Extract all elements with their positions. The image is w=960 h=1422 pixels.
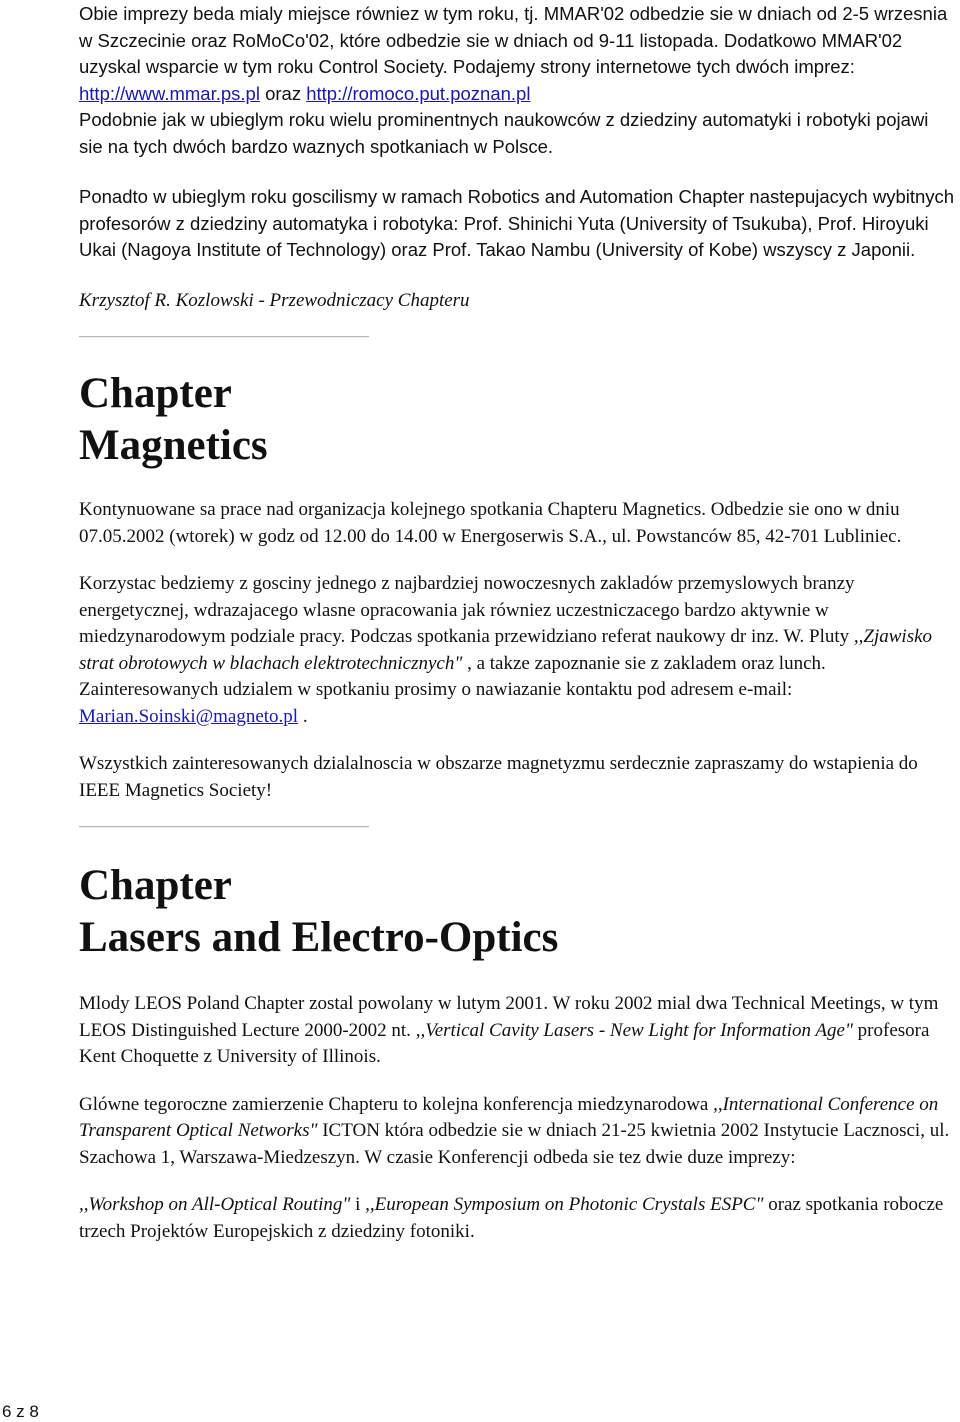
magnetics-p2-text: Korzystac bedziemy z gosciny jednego z najbardziej nowoczesnych zakladów przemyslowych branzy energetycznej, wdrazajacego wlasne opracowania jak równiez uczestniczacego bardzo aktywnie w miedzynarodowym podziale pracy. Podczas spotkania przewidziano referat naukowy dr inz. W. Pluty (79, 573, 855, 647)
magnetics-p2-end: . (298, 705, 308, 727)
romoco-link[interactable]: http://romoco.put.poznan.pl (306, 82, 531, 104)
magnetics-heading (79, 368, 957, 472)
symposium-title: ,,European Symposium on Photonic Crystals ESPC" (365, 1194, 764, 1215)
lasers-p1-text: Mlody LEOS Poland Chapter zostal powolany w lutym 2001. W roku 2002 mial dwa Technical Meetings, w tym LEOS Distinguished Lecture 2000-2002 nt. (79, 993, 939, 1041)
magnetics-paragraph-1: Kontynuowane sa prace nad organizacja kolejnego spotkania Chapteru Magnetics. Odbedzie sie ono w dniu 07.05.2002 (wtorek) w godz od 12.00 do 14.00 w Energoserwis S.A., ul. Powstanców 85, 42-701 Lubliniec. (79, 499, 902, 547)
mmar-link[interactable]: http://www.mmar.ps.pl (79, 82, 260, 104)
lasers-p3-text: oraz spotkania robocze trzech Projektów Europejskich z dziedziny fotoniki. (79, 1194, 944, 1242)
email-link[interactable]: Marian.Soinski@magneto.pl (79, 705, 299, 727)
conference-title: ,,International Conference on Transparent Optical Networks" (79, 1093, 939, 1141)
document-page (79, 0, 957, 1245)
intro-text: Obie imprezy beda mialy miejsce równiez w tym roku, tj. MMAR'02 odbedzie sie w dniach od 2-5 wrzesnia w Szczecinie oraz RoMoCo'02, które odbedzie sie w dniach od 9-11 listopada. Dodatkowo MMAR'02 uzyskal wsparcie w tym roku Control Society. Podajemy strony internetowe tych dwóch imprez: (79, 3, 948, 77)
workshop-title: ,,Workshop on All-Optical Routing" (79, 1194, 351, 1215)
lasers-heading-line1: Chapter (79, 862, 232, 909)
ponadto-paragraph: Ponadto w ubieglym roku goscilismy w ramach Robotics and Automation Chapter nastepujacych wybitnych profesorów z dziedziny automatyka i robotyka: Prof. Shinichi Yuta (University of Tsukuba), Prof. Hiroyuki Ukai (Nagoya Institute of Technology) oraz Prof. Takao Nambu (University of Kobe) wszyscy z Japonii. (79, 186, 955, 260)
lasers-p2-text: Glówne tegoroczne zamierzenie Chapteru to kolejna konferencja miedzynarodowa (79, 1093, 714, 1115)
magnetics-heading-line2: Magnetics (79, 422, 268, 469)
lasers-heading-line2: Lasers and Electro-Optics (79, 914, 559, 961)
intro-paragraph (79, 1, 957, 160)
page-number: 6 z 8 (2, 1402, 39, 1421)
lasers-paragraph-2 (79, 1092, 957, 1172)
magnetics-heading-line1: Chapter (79, 370, 232, 417)
intro-text-continued: Podobnie jak w ubieglym roku wielu prominentnych naukowców z dziedziny automatyki i robotyki pojawi sie na tych dwóch bardzo waznych spotkaniach w Polsce. (79, 109, 929, 157)
magnetics-paragraph-2 (79, 571, 957, 730)
lasers-p1-text-continued: profesora Kent Choquette z University of Illinois. (79, 1019, 930, 1067)
lecture-title: ,,Zjawisko strat obrotowych w blachach elektrotechnicznych" (79, 626, 933, 674)
intro-mid-text: oraz (259, 82, 307, 104)
lasers-p2-text-continued: ICTON która odbedzie sie w dniach 21-25 kwietnia 2002 Instytucie Lacznosci, ul. Szachowa 1, Warszawa-Miedzeszyn. W czasie Konferencji odbeda sie tez dwie duze imprezy: (79, 1120, 950, 1168)
signature: Krzysztof R. Kozlowski - Przewodniczacy Chapteru (79, 289, 470, 311)
section-divider (79, 336, 369, 338)
lasers-paragraph-1 (79, 991, 957, 1071)
section-divider (79, 826, 369, 828)
lasers-heading (79, 860, 957, 964)
lecture-title: ,,Vertical Cavity Lasers - New Light for Information Age" (415, 1019, 853, 1041)
lasers-paragraph-3 (79, 1192, 957, 1245)
magnetics-paragraph-3: Wszystkich zainteresowanych dzialalnoscia w obszarze magnetyzmu serdecznie zapraszamy do wstapienia do IEEE Magnetics Society! (79, 753, 918, 801)
lasers-p3-mid: i (350, 1194, 366, 1215)
magnetics-p2-text-continued: , a takze zapoznanie sie z zakladem oraz lunch. Zainteresowanych udzialem w spotkaniu prosimy o nawiazanie kontaktu pod adresem e-mail: (79, 652, 826, 700)
